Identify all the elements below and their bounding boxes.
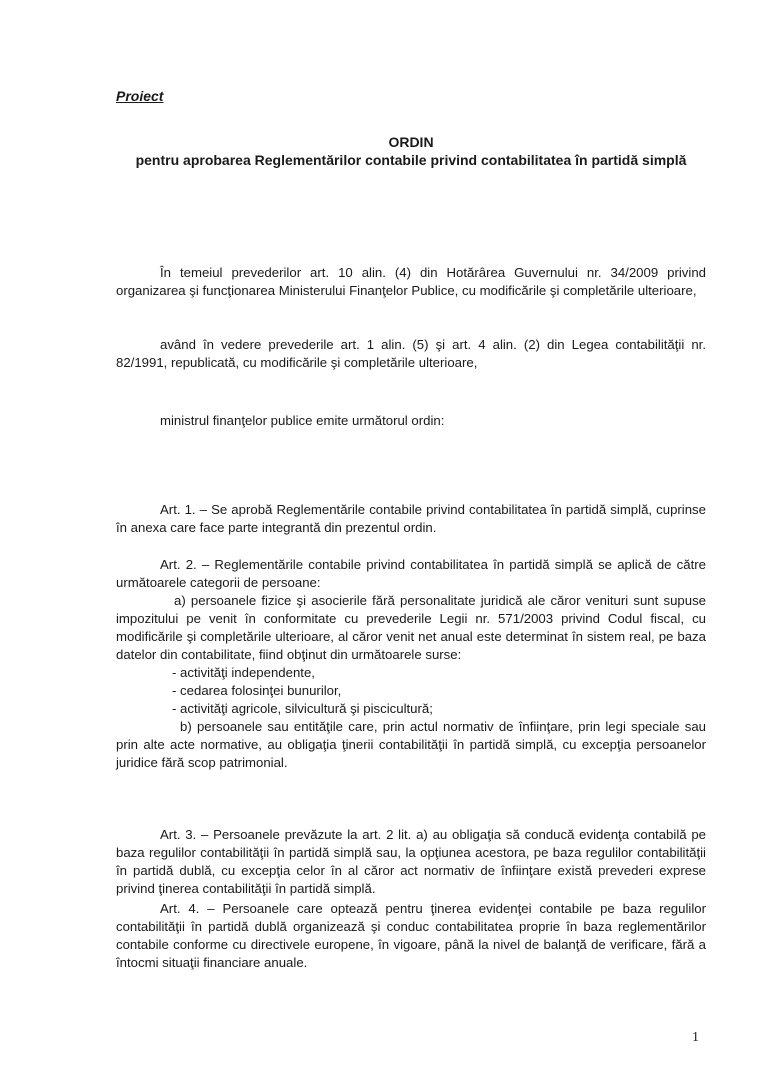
article-3: Art. 3. – Persoanele prevăzute la art. 2 lit. a) au obligaţia să conducă evidenţa contabilă pe baza regulilor contabilităţii în partidă simplă sau, la opţiunea acestora, pe baza regulilor contabilităţii în partidă dublă, cu excepţia celor în al căror act normativ de înfiinţare există prevederi exprese privind ţinerea contabilităţii în partidă simplă. bbox=[116, 827, 706, 896]
article-2 bbox=[116, 556, 706, 772]
list-item: - cedarea folosinţei bunurilor, bbox=[172, 683, 342, 698]
preamble-issuance: ministrul finanţelor publice emite următorul ordin: bbox=[160, 413, 445, 428]
document-title bbox=[116, 133, 706, 169]
article-1: Art. 1. – Se aprobă Reglementările contabile privind contabilitatea în partidă simplă, cuprinse în anexa care face parte integrantă din prezentul ordin. bbox=[116, 502, 706, 535]
preamble-accounting-law: având în vedere prevederile art. 1 alin. (5) şi art. 4 alin. (2) din Legea contabilităţii nr. 82/1991, republicată, cu modificările şi completările ulterioare, bbox=[116, 337, 706, 370]
article-2-point-a: a) persoanele fizice şi asocierile fără personalitate juridică ale căror venituri sunt supuse impozitului pe venit în conformitate cu prevederile Legii nr. 571/2003 privind Codul fiscal, cu modificările şi completările ulterioare, al căror venit net anual este determinat în sistem real, pe baza datelor din contabilitate, fiind obţinut din următoarele surse: bbox=[116, 593, 706, 662]
title-subject: pentru aprobarea Reglementărilor contabile privind contabilitatea în partidă simplă bbox=[135, 152, 687, 168]
list-item: - activităţi agricole, silvicultură şi piscicultură; bbox=[172, 701, 433, 716]
list-item: - activităţi independente, bbox=[172, 665, 315, 680]
article-2-intro: Art. 2. – Reglementările contabile privind contabilitatea în partidă simplă se aplică de către următoarele categorii de persoane: bbox=[116, 557, 706, 590]
article-2-point-b: b) persoanele sau entităţile care, prin actul normativ de înfiinţare, prin legi speciale sau prin alte acte normative, au obligaţia ţinerii contabilităţii în partidă simplă, cu excepţia persoanelor juridice fără scop patrimonial. bbox=[116, 719, 706, 770]
title-ordin: ORDIN bbox=[388, 134, 434, 150]
draft-label: Proiect bbox=[116, 88, 164, 104]
preamble-legal-basis: În temeiul prevederilor art. 10 alin. (4) din Hotărârea Guvernului nr. 34/2009 privind organizarea şi funcţionarea Ministerului Finanţelor Publice, cu modificările şi completările ulterioare, bbox=[116, 265, 706, 298]
page-number: 1 bbox=[692, 1030, 699, 1045]
article-4: Art. 4. – Persoanele care optează pentru ţinerea evidenţei contabile pe baza regulilor contabilităţii în partidă dublă organizează şi conduc contabilitatea proprie în baza reglementărilor contabile conforme cu directivele europene, în vigoare, până la nivel de balanţă de verificare, fără a întocmi situaţii financiare anuale. bbox=[116, 901, 706, 970]
